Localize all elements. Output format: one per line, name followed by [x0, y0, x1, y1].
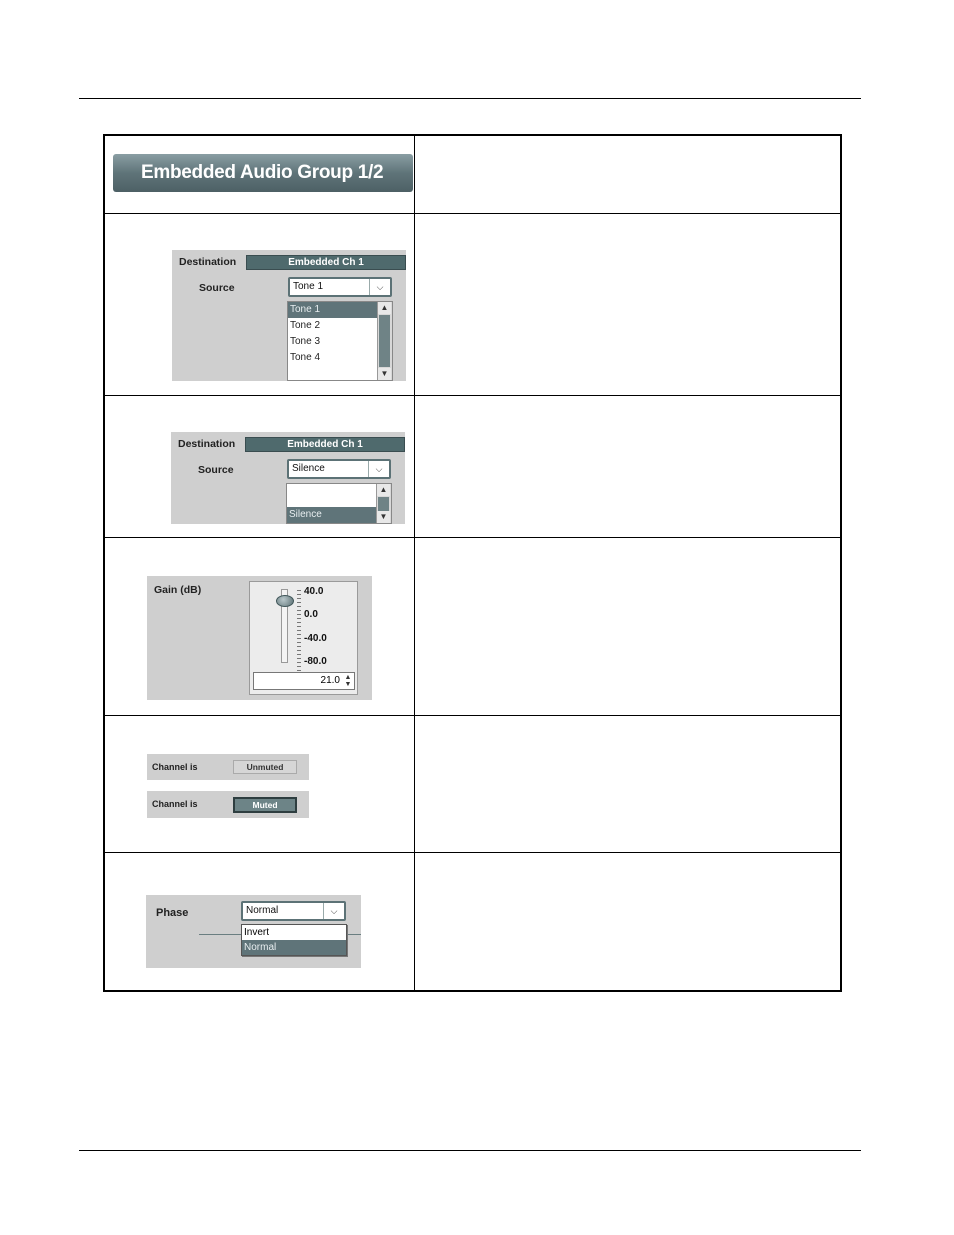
spinner-arrows-icon[interactable]: ▲ ▼ [344, 674, 352, 688]
gain-value-field[interactable] [253, 672, 355, 690]
table-row [105, 716, 840, 853]
source-label: Source [199, 282, 235, 294]
phase-options-list[interactable] [241, 924, 347, 956]
table-row [105, 538, 840, 716]
source-select-value: Tone 1 [293, 281, 324, 292]
unmuted-button[interactable]: Unmuted [233, 760, 297, 774]
chevron-down-icon[interactable]: ⌵ [368, 461, 389, 477]
list-item[interactable]: Silence [287, 507, 377, 523]
list-item[interactable]: Tone 1 [288, 302, 392, 318]
phase-select-value: Normal [246, 905, 279, 916]
gain-control [249, 581, 358, 695]
list-item[interactable]: Tone 4 [290, 352, 321, 363]
phase-select[interactable] [241, 901, 346, 921]
gain-tick-label: -40.0 [304, 633, 327, 644]
gain-value: 21.0 [320, 675, 340, 686]
channel-is-label: Channel is [152, 799, 198, 809]
destination-value: Embedded Ch 1 [246, 255, 406, 270]
footer-rule [79, 1150, 861, 1151]
source-select[interactable] [287, 459, 391, 479]
list-scrollbar[interactable] [376, 484, 391, 523]
scroll-thumb[interactable] [378, 497, 389, 511]
source-options-list[interactable] [287, 301, 393, 381]
mute-panel [147, 754, 309, 780]
list-item[interactable]: Invert [244, 927, 270, 938]
list-item[interactable]: Tone 3 [290, 336, 321, 347]
gain-panel [147, 576, 372, 700]
list-item[interactable]: Normal [242, 940, 346, 955]
gain-tick-label: 0.0 [304, 609, 318, 620]
phase-panel [146, 895, 361, 968]
table-row [105, 214, 840, 396]
source-panel [171, 432, 405, 524]
table-row [105, 396, 840, 538]
table-row [105, 136, 840, 214]
list-item[interactable]: Tone 2 [290, 320, 321, 331]
scroll-down-icon[interactable]: ▼ [377, 511, 390, 523]
control-table [103, 134, 842, 992]
source-label: Source [198, 464, 234, 476]
muted-button[interactable]: Muted [233, 797, 297, 813]
table-row [105, 853, 840, 990]
source-options-list[interactable] [286, 483, 392, 524]
scroll-thumb[interactable] [379, 315, 390, 367]
chevron-down-icon[interactable]: ⌵ [323, 903, 344, 919]
destination-label: Destination [178, 438, 236, 450]
destination-value: Embedded Ch 1 [245, 437, 405, 452]
channel-is-label: Channel is [152, 762, 198, 772]
section-banner: Embedded Audio Group 1/2 [113, 154, 413, 192]
gain-slider-knob[interactable] [276, 595, 294, 607]
phase-label: Phase [156, 907, 189, 919]
gain-label: Gain (dB) [154, 584, 202, 596]
mute-panel [147, 791, 309, 818]
gain-tick-label: -80.0 [304, 656, 327, 667]
scroll-down-icon[interactable]: ▼ [378, 368, 391, 380]
header-rule [79, 98, 861, 99]
scroll-up-icon[interactable]: ▲ [377, 484, 390, 496]
source-select[interactable] [288, 277, 392, 297]
chevron-down-icon[interactable]: ⌵ [369, 279, 390, 295]
destination-label: Destination [179, 256, 237, 268]
list-scrollbar[interactable] [377, 302, 392, 380]
scroll-up-icon[interactable]: ▲ [378, 302, 391, 314]
source-panel [172, 250, 406, 381]
source-select-value: Silence [292, 463, 325, 474]
gain-tick-label: 40.0 [304, 586, 324, 597]
